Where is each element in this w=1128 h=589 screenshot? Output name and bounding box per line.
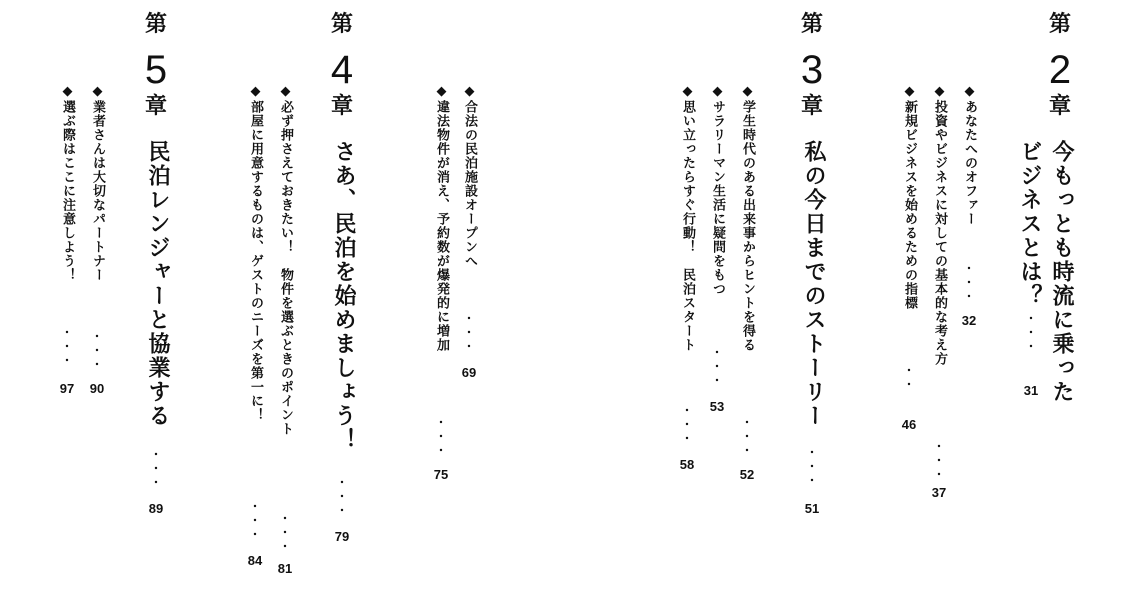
toc-item: ◆あなたへのオファー (962, 84, 977, 226)
leader-dots: ・ ・ ・ (711, 346, 723, 387)
leader-dots: ・ ・ ・ (463, 312, 475, 353)
chapter-label: 第 (800, 12, 823, 37)
chapter-char: 章 (330, 94, 353, 119)
toc-item-page: 37 (931, 485, 947, 500)
chapter-number: 3 (800, 48, 824, 92)
leader-dots: ・ ・ ・ (61, 326, 73, 367)
leader-dots: ・ ・ ・ (681, 404, 693, 445)
toc-item-page: 46 (901, 417, 917, 432)
toc-item-page: 75 (433, 467, 449, 482)
toc-item: ◆違法物件が消え、予約数が爆発的に増加 (434, 84, 449, 352)
leader-dots: ・ ・ ・ (249, 500, 261, 541)
leader-dots: ・ ・ (903, 364, 915, 391)
toc-item-page: 58 (679, 457, 695, 472)
leader-dots: ・ ・ ・ (435, 416, 447, 457)
toc-item-page: 81 (277, 561, 293, 576)
chapter-number: 5 (144, 48, 168, 92)
toc-item-page: 32 (961, 313, 977, 328)
toc-item: ◆新規ビジネスを始めるための指標 (902, 84, 917, 310)
toc-item: ◆選ぶ際はここに注意しよう！ (60, 84, 75, 282)
chapter-char: 章 (144, 94, 167, 119)
leader-dots: ・ ・ ・ (806, 446, 818, 487)
chapter-page-number: 89 (148, 501, 164, 516)
leader-dots: ・ ・ ・ (150, 448, 162, 489)
leader-dots: ・ ・ ・ (1025, 312, 1037, 353)
leader-dots: ・ ・ ・ (963, 262, 975, 303)
chapter-label: 第 (330, 12, 353, 37)
toc-item-page: 52 (739, 467, 755, 482)
leader-dots: ・ ・ ・ (279, 512, 291, 553)
chapter-page-number: 79 (334, 529, 350, 544)
leader-dots: ・ ・ ・ (336, 476, 348, 517)
chapter-title: 今もっとも時流に乗った (1049, 140, 1074, 404)
toc-item: ◆必ず押さえておきたい！ 物件を選ぶときのポイント (278, 84, 293, 436)
chapter-number: 2 (1048, 48, 1072, 92)
toc-item-page: 69 (461, 365, 477, 380)
chapter-title-line-2: ビジネスとは？ (1017, 140, 1042, 308)
toc-item: ◆部屋に用意するものは、ゲストのニーズを第一に！ (248, 84, 263, 422)
toc-item: ◆業者さんは大切なパートナー (90, 84, 105, 282)
toc-item: ◆学生時代のある出来事からヒントを得る (740, 84, 755, 352)
toc-item: ◆合法の民泊施設オープンへ (462, 84, 477, 268)
chapter-char: 章 (1048, 94, 1071, 119)
toc-item-page: 84 (247, 553, 263, 568)
leader-dots: ・ ・ ・ (91, 330, 103, 371)
chapter-label: 第 (1048, 12, 1071, 37)
chapter-title: 私の今日までのストーリー (801, 140, 826, 428)
chapter-label: 第 (144, 12, 167, 37)
leader-dots: ・ ・ ・ (741, 416, 753, 457)
toc-item-page: 97 (59, 381, 75, 396)
chapter-title: 民泊レンジャーと協業する (145, 140, 170, 428)
chapter-number: 4 (330, 48, 354, 92)
toc-item: ◆投資やビジネスに対しての基本的な考え方 (932, 84, 947, 366)
leader-dots: ・ ・ ・ (933, 440, 945, 481)
toc-item: ◆思い立ったらすぐ行動！ 民泊スタート (680, 84, 695, 352)
chapter-char: 章 (800, 94, 823, 119)
toc-item-page: 90 (89, 381, 105, 396)
toc-item: ◆サラリーマン生活に疑問をもつ (710, 84, 725, 296)
chapter-page-number: 31 (1023, 383, 1039, 398)
chapter-title: さあ、民泊を始めましょう！ (331, 140, 356, 452)
chapter-page-number: 51 (804, 501, 820, 516)
toc-item-page: 53 (709, 399, 725, 414)
